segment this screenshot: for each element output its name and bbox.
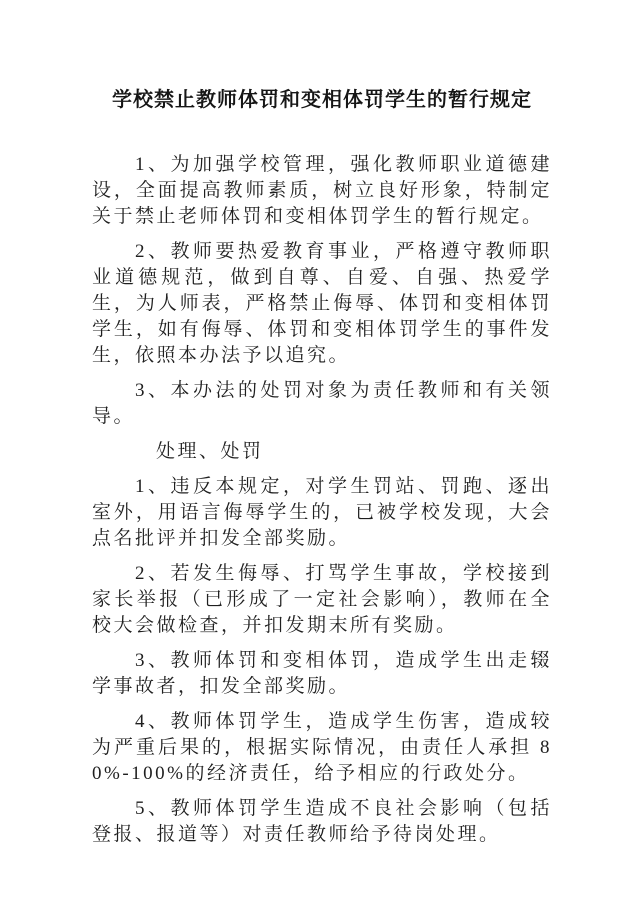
paragraph-penalty-4: 4、教师体罚学生，造成学生伤害，造成较为严重后果的，根据实际情况，由责任人承担 80%-100%的经济责任，给予相应的行政处分。 — [92, 711, 552, 784]
document-content — [0, 86, 640, 848]
paragraph-general-1: 1、为加强学校管理，强化教师职业道德建设，全面提高教师素质，树立良好形象，特制定关于禁止老师体罚和变相体罚学生的暂行规定。 — [92, 154, 552, 227]
paragraph-penalty-3: 3、教师体罚和变相体罚，造成学生出走辍学事故者，扣发全部奖励。 — [92, 650, 552, 697]
document-title: 学校禁止教师体罚和变相体罚学生的暂行规定 — [112, 89, 532, 111]
paragraph-penalty-1: 1、违反本规定，对学生罚站、罚跑、逐出室外，用语言侮辱学生的，已被学校发现，大会点名批评并扣发全部奖励。 — [92, 476, 552, 549]
paragraph-general-2: 2、教师要热爱教育事业，严格遵守教师职业道德规范，做到自尊、自爱、自强、热爱学生，为人师表，严格禁止侮辱、体罚和变相体罚学生，如有侮辱、体罚和变相体罚学生的事件发生，依照本办法予以追究。 — [92, 241, 552, 366]
paragraph-penalty-5: 5、教师体罚学生造成不良社会影响（包括登报、报道等）对责任教师给予待岗处理。 — [92, 798, 552, 845]
section-heading-punishment: 处理、处罚 — [156, 441, 264, 462]
paragraph-general-3: 3、本办法的处罚对象为责任教师和有关领导。 — [92, 380, 552, 427]
paragraph-penalty-2: 2、若发生侮辱、打骂学生事故，学校接到家长举报（已形成了一定社会影响），教师在全校大会做检查，并扣发期末所有奖励。 — [92, 563, 552, 636]
